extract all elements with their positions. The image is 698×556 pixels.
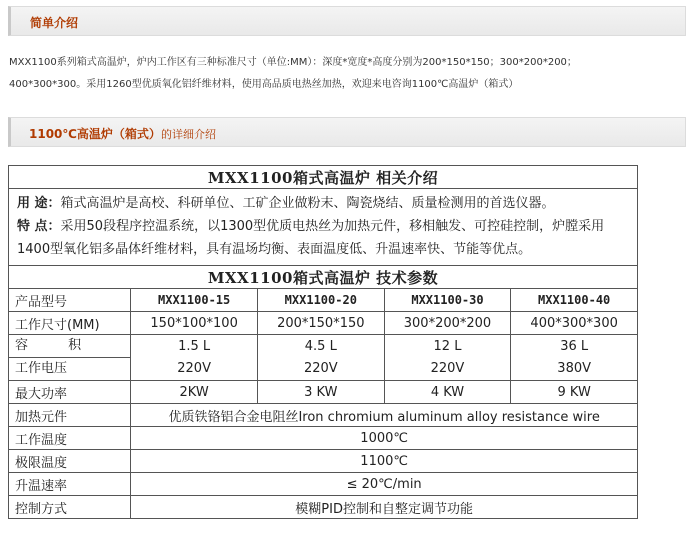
temp-value: 1000℃ xyxy=(131,427,638,450)
feature-description xyxy=(17,215,631,261)
limit-value: 1100℃ xyxy=(131,450,638,473)
detail-section-suffix: 的详细介绍 xyxy=(161,128,216,141)
temp-label: 工作温度 xyxy=(9,427,131,450)
volume-value: 36 L xyxy=(560,338,589,354)
volume-value: 1.5 L xyxy=(178,338,211,354)
volume-voltage-cell xyxy=(131,335,258,381)
model-cell: MXX1100-40 xyxy=(511,289,638,312)
table-title-row-2 xyxy=(9,266,638,289)
detail-section-title: 1100℃高温炉（箱式） xyxy=(29,127,161,141)
volume-value: 4.5 L xyxy=(304,338,337,354)
power-cell: 3 KW xyxy=(257,381,384,404)
size-row xyxy=(9,312,638,335)
table-title-row xyxy=(9,166,638,189)
rate-label: 升温速率 xyxy=(9,473,131,496)
model-cell: MXX1100-15 xyxy=(131,289,258,312)
model-label: 产品型号 xyxy=(9,289,131,312)
volume-voltage-labels xyxy=(9,335,131,381)
power-label: 最大功率 xyxy=(9,381,131,404)
intro-text xyxy=(9,52,679,96)
limit-label: 极限温度 xyxy=(9,450,131,473)
voltage-label: 工作电压 xyxy=(15,361,68,376)
related-intro-title: MXX1100箱式高温炉 相关介绍 xyxy=(9,166,638,189)
use-description xyxy=(17,192,631,215)
voltage-value: 220V xyxy=(303,360,338,376)
power-row xyxy=(9,381,638,404)
volume-value: 12 L xyxy=(433,338,462,354)
element-value: 优质铁铬铝合金电阻丝Iron chromium aluminum alloy resistance wire xyxy=(131,404,638,427)
intro-section-header xyxy=(8,6,686,36)
control-row xyxy=(9,496,638,519)
power-cell: 9 KW xyxy=(511,381,638,404)
intro-section-title: 简单介绍 xyxy=(30,16,79,30)
volume-voltage-row xyxy=(9,335,638,381)
element-label: 加热元件 xyxy=(9,404,131,427)
rate-row xyxy=(9,473,638,496)
use-text: 箱式高温炉是高校、科研单位、工矿企业做粉末、陶瓷烧结、质量检测用的首选仪器。 xyxy=(60,196,555,211)
size-cell: 400*300*300 xyxy=(511,312,638,335)
volume-label xyxy=(9,335,130,358)
power-cell: 4 KW xyxy=(384,381,511,404)
rate-value: ≤ 20℃/min xyxy=(131,473,638,496)
volume-voltage-cell xyxy=(384,335,511,381)
feature-text: 采用50段程序控温系统，以1300型优质电热丝为加热元件，移相触发、可控硅控制，炉膛采用1400型氧化铝多晶体纤维材料，具有温场均衡、表面温度低、升温速率快、节能等优点。 xyxy=(17,219,605,257)
model-row xyxy=(9,289,638,312)
model-cell: MXX1100-20 xyxy=(257,289,384,312)
control-value: 模糊PID控制和自整定调节功能 xyxy=(131,496,638,519)
power-cell: 2KW xyxy=(131,381,258,404)
size-cell: 300*200*200 xyxy=(384,312,511,335)
spec-table xyxy=(8,165,638,519)
element-row xyxy=(9,404,638,427)
voltage-value: 220V xyxy=(430,360,465,376)
description-cell xyxy=(9,189,638,266)
size-cell: 150*100*100 xyxy=(131,312,258,335)
temp-row xyxy=(9,427,638,450)
size-label: 工作尺寸(MM) xyxy=(9,312,131,335)
voltage-value: 220V xyxy=(177,360,211,376)
volume-voltage-cell xyxy=(511,335,638,381)
voltage-value: 380V xyxy=(557,360,592,376)
control-label: 控制方式 xyxy=(9,496,131,519)
detail-section-header xyxy=(8,117,686,147)
size-cell: 200*150*150 xyxy=(257,312,384,335)
model-cell: MXX1100-30 xyxy=(384,289,511,312)
intro-line-1: MXX1100系列箱式高温炉，炉内工作区有三种标准尺寸（单位:MM）：深度*宽度*高度分别为200*150*150；300*200*200； xyxy=(9,57,577,68)
volume-voltage-cell xyxy=(257,335,384,381)
feature-label: 特 点： xyxy=(17,219,61,234)
limit-row xyxy=(9,450,638,473)
intro-line-2: 400*300*300。采用1260型优质氧化铝纤维材料，使用高品质电热丝加热，欢迎来电咨询1100℃高温炉（箱式） xyxy=(9,79,519,90)
volume-label-text: 容 积 xyxy=(15,338,100,353)
description-row xyxy=(9,189,638,266)
use-label: 用 途： xyxy=(17,196,61,211)
tech-params-title: MXX1100箱式高温炉 技术参数 xyxy=(9,266,638,289)
